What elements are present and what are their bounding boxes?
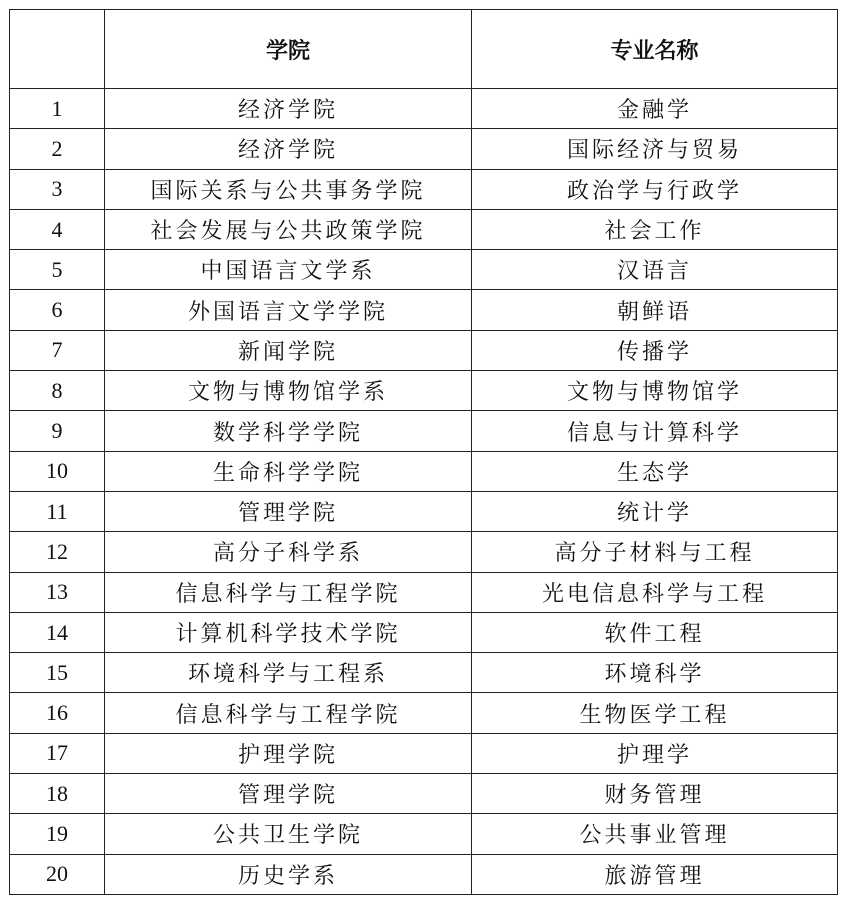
row-school: 生命科学学院 — [105, 451, 472, 491]
row-school: 社会发展与公共政策学院 — [105, 209, 472, 249]
row-index: 9 — [10, 411, 105, 451]
table-row — [10, 854, 838, 894]
row-school: 新闻学院 — [105, 330, 472, 370]
table-row — [10, 290, 838, 330]
header-major: 专业名称 — [472, 10, 838, 89]
row-index: 7 — [10, 330, 105, 370]
row-index: 12 — [10, 532, 105, 572]
row-major: 旅游管理 — [472, 854, 838, 894]
table-row — [10, 250, 838, 290]
table-row — [10, 733, 838, 773]
table-row — [10, 411, 838, 451]
row-major: 国际经济与贸易 — [472, 129, 838, 169]
table-row — [10, 693, 838, 733]
row-major: 汉语言 — [472, 250, 838, 290]
row-school: 国际关系与公共事务学院 — [105, 169, 472, 209]
table-row — [10, 371, 838, 411]
row-major: 光电信息科学与工程 — [472, 572, 838, 612]
row-school: 护理学院 — [105, 733, 472, 773]
row-major: 护理学 — [472, 733, 838, 773]
row-school: 管理学院 — [105, 774, 472, 814]
table-row — [10, 451, 838, 491]
row-index: 4 — [10, 209, 105, 249]
row-major: 财务管理 — [472, 774, 838, 814]
row-index: 5 — [10, 250, 105, 290]
row-index: 15 — [10, 653, 105, 693]
row-major: 政治学与行政学 — [472, 169, 838, 209]
table-row — [10, 532, 838, 572]
row-index: 19 — [10, 814, 105, 854]
row-school: 中国语言文学系 — [105, 250, 472, 290]
row-index: 10 — [10, 451, 105, 491]
row-index: 18 — [10, 774, 105, 814]
row-school: 环境科学与工程系 — [105, 653, 472, 693]
row-school: 管理学院 — [105, 491, 472, 531]
row-school: 信息科学与工程学院 — [105, 572, 472, 612]
row-index: 3 — [10, 169, 105, 209]
row-school: 文物与博物馆学系 — [105, 371, 472, 411]
table-row — [10, 209, 838, 249]
row-major: 信息与计算科学 — [472, 411, 838, 451]
row-school: 公共卫生学院 — [105, 814, 472, 854]
table-row — [10, 653, 838, 693]
row-major: 环境科学 — [472, 653, 838, 693]
row-index: 2 — [10, 129, 105, 169]
row-major: 金融学 — [472, 89, 838, 129]
row-major: 文物与博物馆学 — [472, 371, 838, 411]
table-row — [10, 491, 838, 531]
row-index: 17 — [10, 733, 105, 773]
row-index: 11 — [10, 491, 105, 531]
row-index: 1 — [10, 89, 105, 129]
row-school: 高分子科学系 — [105, 532, 472, 572]
row-major: 生物医学工程 — [472, 693, 838, 733]
row-major: 统计学 — [472, 491, 838, 531]
table-row — [10, 129, 838, 169]
row-major: 高分子材料与工程 — [472, 532, 838, 572]
table-row — [10, 330, 838, 370]
row-major: 公共事业管理 — [472, 814, 838, 854]
row-index: 8 — [10, 371, 105, 411]
majors-table — [9, 9, 838, 895]
row-index: 14 — [10, 612, 105, 652]
row-school: 信息科学与工程学院 — [105, 693, 472, 733]
table-row — [10, 89, 838, 129]
row-index: 16 — [10, 693, 105, 733]
row-index: 13 — [10, 572, 105, 612]
table-row — [10, 572, 838, 612]
row-school: 经济学院 — [105, 89, 472, 129]
document-page — [9, 9, 837, 895]
table-row — [10, 814, 838, 854]
row-major: 生态学 — [472, 451, 838, 491]
row-school: 外国语言文学学院 — [105, 290, 472, 330]
row-school: 计算机科学技术学院 — [105, 612, 472, 652]
header-school: 学院 — [105, 10, 472, 89]
row-index: 20 — [10, 854, 105, 894]
row-major: 朝鲜语 — [472, 290, 838, 330]
table-row — [10, 774, 838, 814]
row-major: 社会工作 — [472, 209, 838, 249]
row-school: 经济学院 — [105, 129, 472, 169]
row-school: 历史学系 — [105, 854, 472, 894]
row-major: 软件工程 — [472, 612, 838, 652]
table-row — [10, 169, 838, 209]
row-major: 传播学 — [472, 330, 838, 370]
header-index — [10, 10, 105, 89]
row-index: 6 — [10, 290, 105, 330]
table-header-row — [10, 10, 838, 89]
row-school: 数学科学学院 — [105, 411, 472, 451]
table-row — [10, 612, 838, 652]
